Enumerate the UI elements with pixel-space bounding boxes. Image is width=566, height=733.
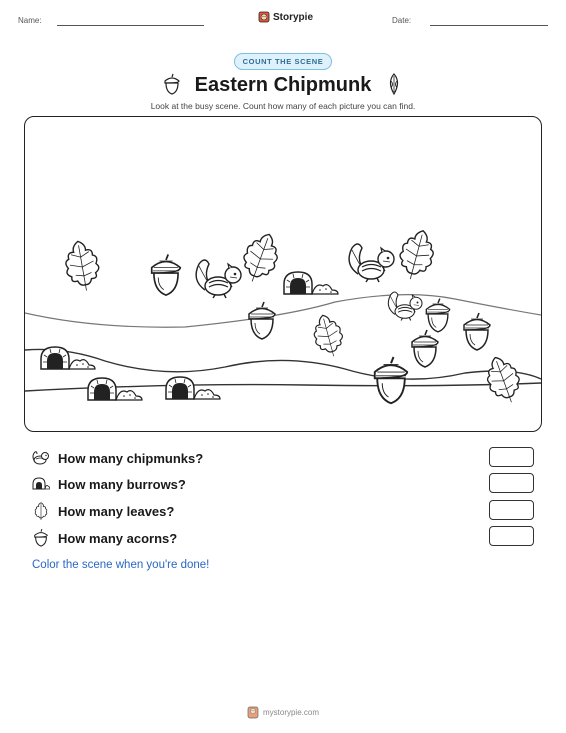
storypie-mascot-icon — [247, 705, 259, 719]
instructions: Look at the busy scene. Count how many of each picture you can find. — [150, 101, 416, 111]
acorn-icon — [32, 529, 50, 547]
chipmunk-icon — [32, 450, 50, 466]
footer-url[interactable]: mystorypie.com — [262, 707, 319, 717]
question-text: How many burrows? — [58, 476, 186, 492]
question-text: How many chipmunks? — [58, 450, 204, 466]
leaf-icon — [32, 502, 50, 520]
answer-box-leaves[interactable] — [489, 500, 534, 520]
answer-box-burrows[interactable] — [489, 473, 534, 493]
coloring-note: Color the scene when you're done! — [32, 559, 210, 571]
page-title: Eastern Chipmunk — [194, 74, 372, 96]
scene-illustration — [25, 117, 541, 431]
name-line[interactable] — [57, 25, 204, 26]
footer — [0, 705, 566, 719]
question-acorns — [32, 528, 177, 548]
question-chipmunks — [32, 448, 203, 468]
name-label: Name: — [18, 16, 42, 25]
question-leaves — [32, 501, 174, 521]
counting-scene[interactable] — [24, 116, 542, 432]
seed-icon — [386, 73, 402, 95]
answer-box-chipmunks[interactable] — [489, 447, 534, 467]
question-text: How many acorns? — [58, 530, 178, 546]
brand — [258, 11, 313, 23]
answer-box-acorns[interactable] — [489, 526, 534, 546]
brand-name: Storypie — [273, 11, 314, 23]
storypie-logo-icon — [258, 11, 270, 23]
question-burrows — [32, 474, 186, 494]
date-line[interactable] — [430, 25, 548, 26]
activity-badge: COUNT THE SCENE — [234, 53, 332, 70]
date-label: Date: — [392, 16, 412, 25]
question-text: How many leaves? — [58, 503, 175, 519]
burrow-icon — [32, 477, 50, 491]
